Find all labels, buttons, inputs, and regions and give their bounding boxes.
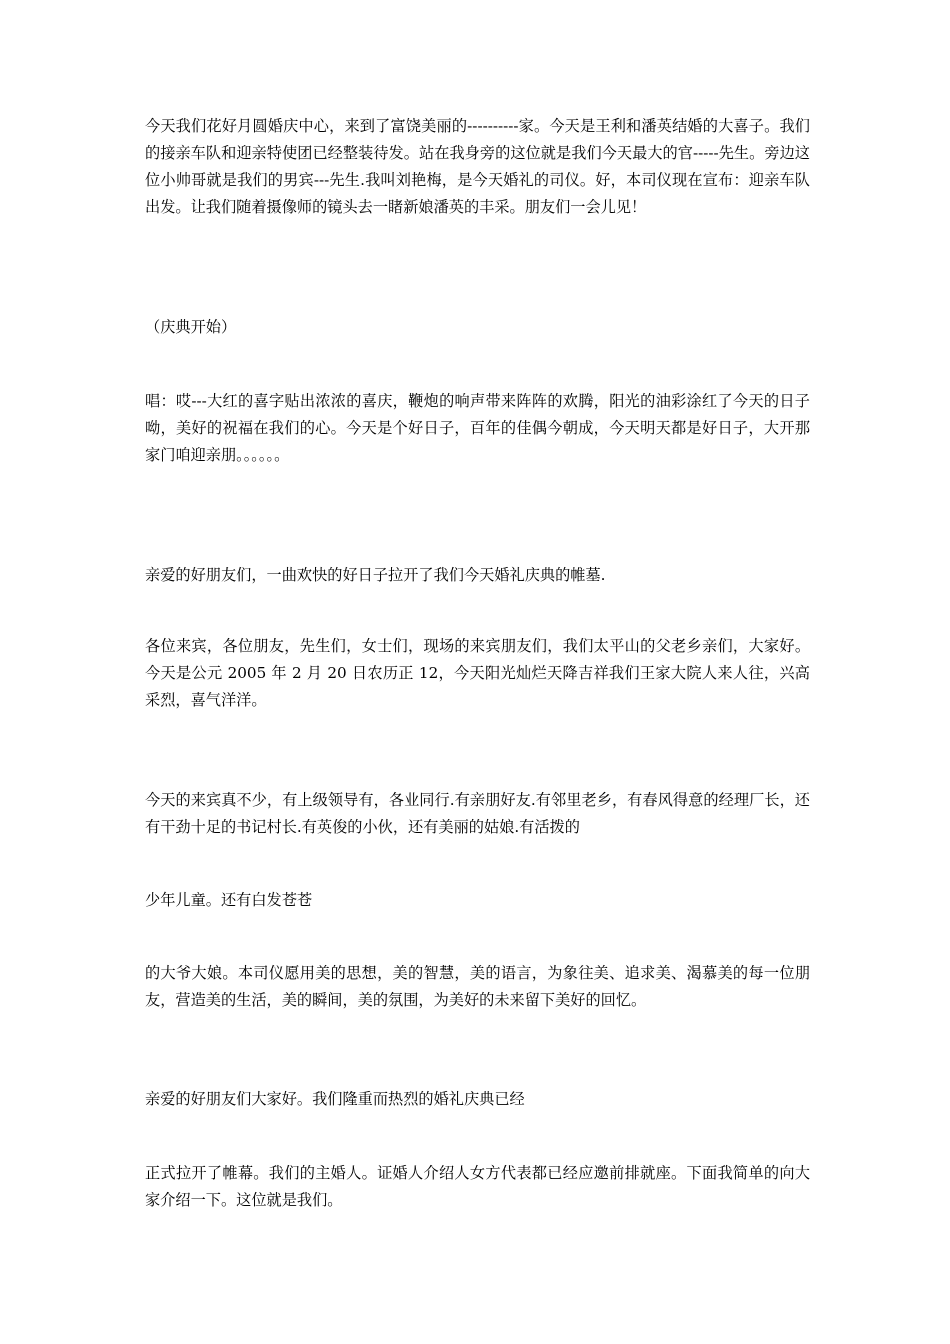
paragraph-welcome-guests: 各位来宾，各位朋友，先生们，女士们，现场的来宾朋友们，我们太平山的父老乡亲们，大家好。今天是公元 2005 年 2 月 20 日农历正 12，今天阳光灿烂天降吉祥我们王家大院人来人往，兴高采烈，喜气洋洋。: [145, 637, 810, 709]
paragraph-song: 唱：哎---大红的喜字贴出浓浓的喜庆，鞭炮的响声带来阵阵的欢腾，阳光的油彩涂红了今天的日子呦，美好的祝福在我们的心。今天是个好日子，百年的佳偶今朝成，今天明天都是好日子，大开那家门咱迎亲朋。。。。。。: [145, 392, 810, 464]
paragraph-introductions: 正式拉开了帷幕。我们的主婚人。证婚人介绍人女方代表都已经应邀前排就座。下面我简单的向大家介绍一下。这位就是我们。: [145, 1164, 810, 1209]
paragraph-ceremony-start: （庆典开始）: [145, 318, 237, 336]
paragraph-ceremony-opened: 亲爱的好朋友们大家好。我们隆重而热烈的婚礼庆典已经: [145, 1090, 525, 1108]
paragraph-youth: 少年儿童。还有白发苍苍: [145, 891, 313, 909]
paragraph-guest-list: 今天的来宾真不少，有上级领导有，各业同行.有亲朋好友.有邻里老乡，有春风得意的经理厂长，还有干劲十足的书记村长.有英俊的小伙，还有美丽的姑娘.有活拨的: [145, 791, 810, 836]
paragraph-elders: 的大爷大娘。本司仪愿用美的思想，美的智慧，美的语言，为象往美、追求美、渴慕美的每一位朋友，营造美的生活，美的瞬间，美的氛围，为美好的未来留下美好的回忆。: [145, 964, 810, 1009]
paragraph-opening: 今天我们花好月圆婚庆中心，来到了富饶美丽的----------家。今天是王利和潘英结婚的大喜子。我们的接亲车队和迎亲特使团已经整装待发。站在我身旁的这位就是我们今天最大的官-----先生。旁边这位小帅哥就是我们的男宾---先生.我叫刘艳梅，是今天婚礼的司仪。好，本司仪现在宣布：迎亲车队出发。让我们随着摄像师的镜头去一睹新娘潘英的丰采。朋友们一会儿见！: [145, 117, 810, 216]
paragraph-greeting: 亲爱的好朋友们，一曲欢快的好日子拉开了我们今天婚礼庆典的帷墓.: [145, 566, 606, 584]
